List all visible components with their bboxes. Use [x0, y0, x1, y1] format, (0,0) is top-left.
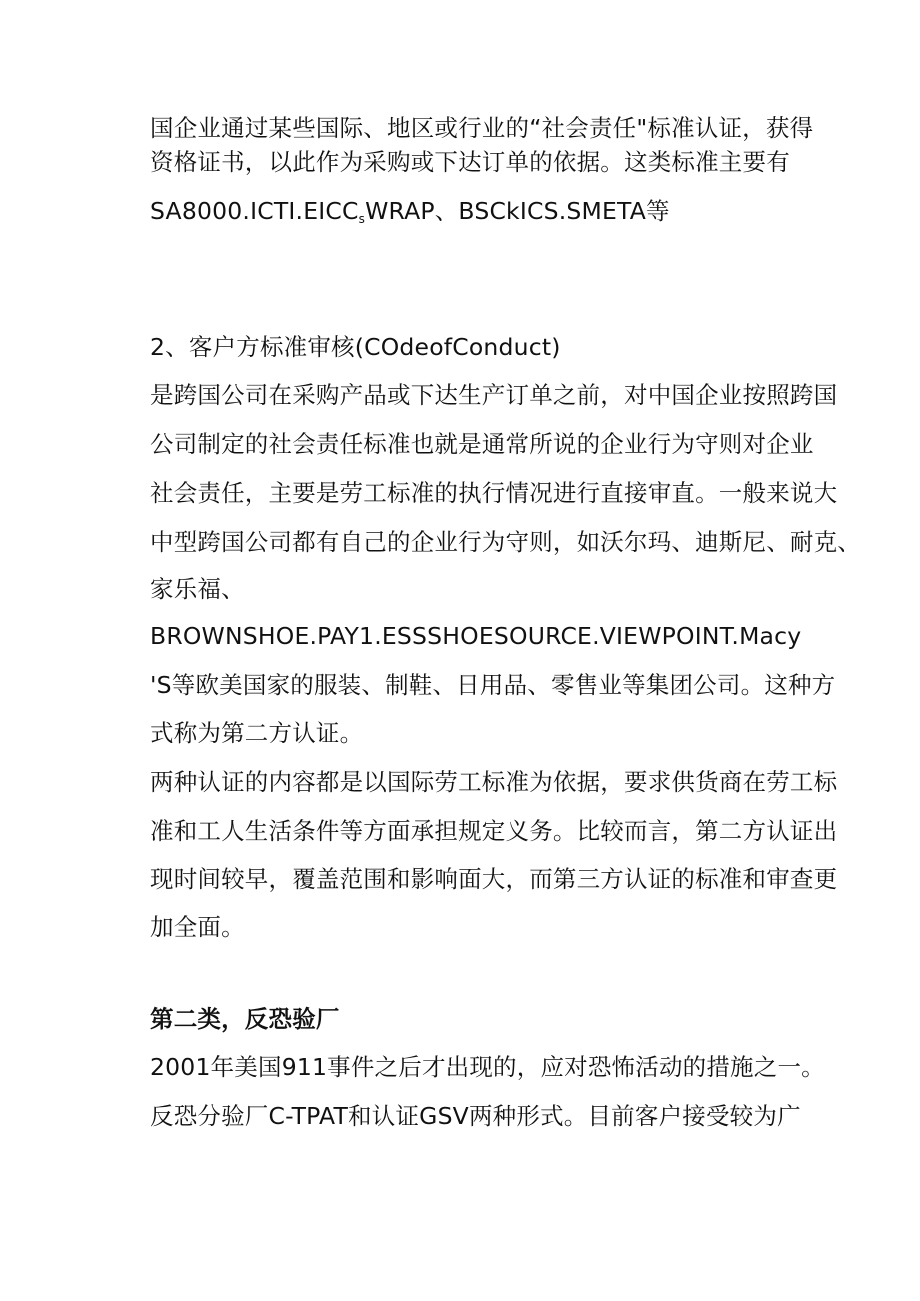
para3-line: 现时间较早，覆盖范围和影响面大，而第三方认证的标准和审查更	[150, 865, 838, 893]
para2-line: BROWNSHOE.PAY1.ESSSHOESOURCE.VIEWPOINT.Macy	[150, 622, 802, 650]
standards-list-a: SA8000.ICTI.EICC	[150, 197, 359, 225]
para2-line: 'S等欧美国家的服装、制鞋、日用品、零售业等集团公司。这种方	[150, 671, 836, 699]
para2-line: 家乐福、	[150, 575, 245, 603]
para3-line: 两种认证的内容都是以国际劳工标准为依据，要求供货商在劳工标	[150, 768, 838, 796]
para4-line: 反恐分验厂C-TPAT和认证GSV两种形式。目前客户接受较为广	[150, 1102, 801, 1130]
heading-customer-audit: 2、客户方标准审核(COdeofConduct)	[150, 333, 561, 361]
para2-line: 是跨国公司在采购产品或下达生产订单之前，对中国企业按照跨国	[150, 381, 838, 409]
standards-subscript: s	[358, 212, 366, 226]
para2-line: 社会责任，主要是劳工标准的执行情况进行直接审直。一般来说大	[150, 479, 838, 507]
para4-line: 2001年美国911事件之后才出现的，应对恐怖活动的措施之一。	[150, 1053, 825, 1081]
para2-line: 式称为第二方认证。	[150, 719, 364, 747]
para1-line3	[150, 196, 670, 226]
para2-line: 公司制定的社会责任标准也就是通常所说的企业行为守则对企业	[150, 430, 814, 458]
standards-list-b: WRAP、BSCkICS.SMETA等	[365, 197, 670, 225]
section-title-anti-terror: 第二类，反恐验厂	[150, 1005, 340, 1033]
para3-line: 准和工人生活条件等方面承担规定义务。比较而言，第二方认证出	[150, 817, 838, 845]
para1-line2: 资格证书，以此作为采购或下达订单的依据。这类标准主要有	[150, 148, 790, 176]
para2-line: 中型跨国公司都有自己的企业行为守则，如沃尔玛、迪斯尼、耐克、	[150, 528, 861, 556]
para3-line: 加全面。	[150, 913, 245, 941]
para1-line1: 国企业通过某些国际、地区或行业的“社会责任"标准认证，获得	[150, 114, 814, 142]
